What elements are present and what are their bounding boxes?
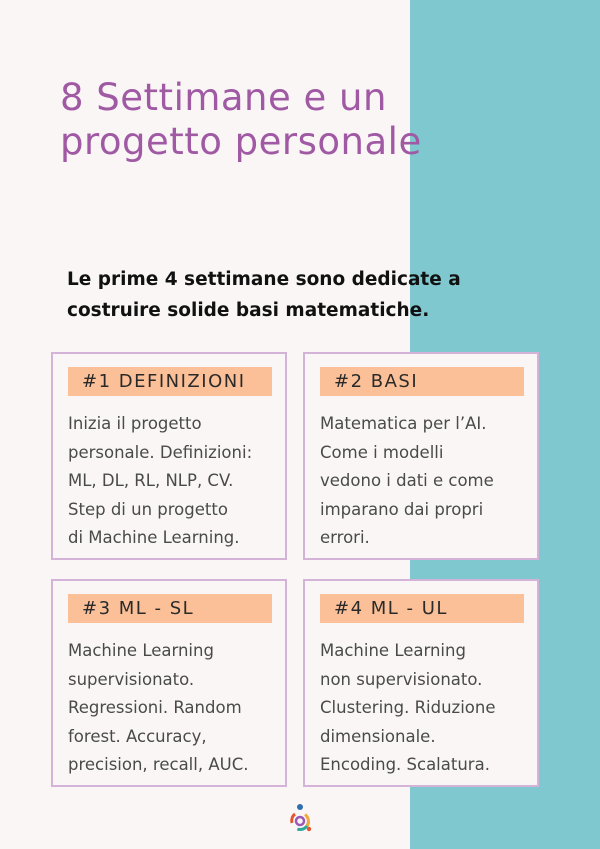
description-line: imparano dai propri	[320, 499, 484, 519]
description-line: Encoding. Scalatura.	[320, 755, 490, 774]
description-line: Matematica per l’AI.	[320, 414, 487, 433]
week-card-1	[51, 352, 287, 560]
week-card-header: #4 ML - UL	[320, 594, 524, 623]
description-line: precision, recall, AUC.	[68, 755, 249, 774]
week-card-description	[320, 637, 532, 780]
description-line: personale. Definizioni:	[68, 442, 253, 462]
week-card-4	[303, 579, 539, 787]
description-line: di Machine Learning.	[68, 528, 240, 547]
description-line: Come i modelli	[320, 442, 444, 462]
description-line: errori.	[320, 528, 370, 547]
description-line: supervisionato.	[68, 669, 195, 689]
description-line: vedono i dati e come	[320, 471, 494, 490]
description-line: Regressioni. Random	[68, 698, 242, 717]
description-line: Inizia il progetto	[68, 414, 202, 433]
page-title: 8 Settimane e un progetto personale	[60, 76, 422, 163]
intro-text: Le prime 4 settimane sono dedicate a costruire solide basi matematiche.	[67, 269, 461, 321]
description-line: forest. Accuracy,	[68, 726, 207, 746]
description-line: Machine Learning	[68, 641, 214, 660]
description-line: dimensionale.	[320, 726, 436, 746]
week-card-header: #1 DEFINIZIONI	[68, 367, 272, 396]
week-card-3	[51, 579, 287, 787]
colorful-swirl-logo-icon	[285, 803, 315, 833]
week-card-header: #3 ML - SL	[68, 594, 272, 623]
description-line: ML, DL, RL, NLP, CV.	[68, 471, 234, 490]
week-card-header: #2 BASI	[320, 367, 524, 396]
description-line: Step di un progetto	[68, 499, 228, 519]
description-line: non supervisionato.	[320, 669, 483, 689]
week-card-2	[303, 352, 539, 560]
week-card-description	[68, 410, 280, 553]
week-card-description	[68, 637, 280, 780]
week-card-description	[320, 410, 532, 553]
description-line: Machine Learning	[320, 641, 466, 660]
description-line: Clustering. Riduzione	[320, 698, 496, 717]
